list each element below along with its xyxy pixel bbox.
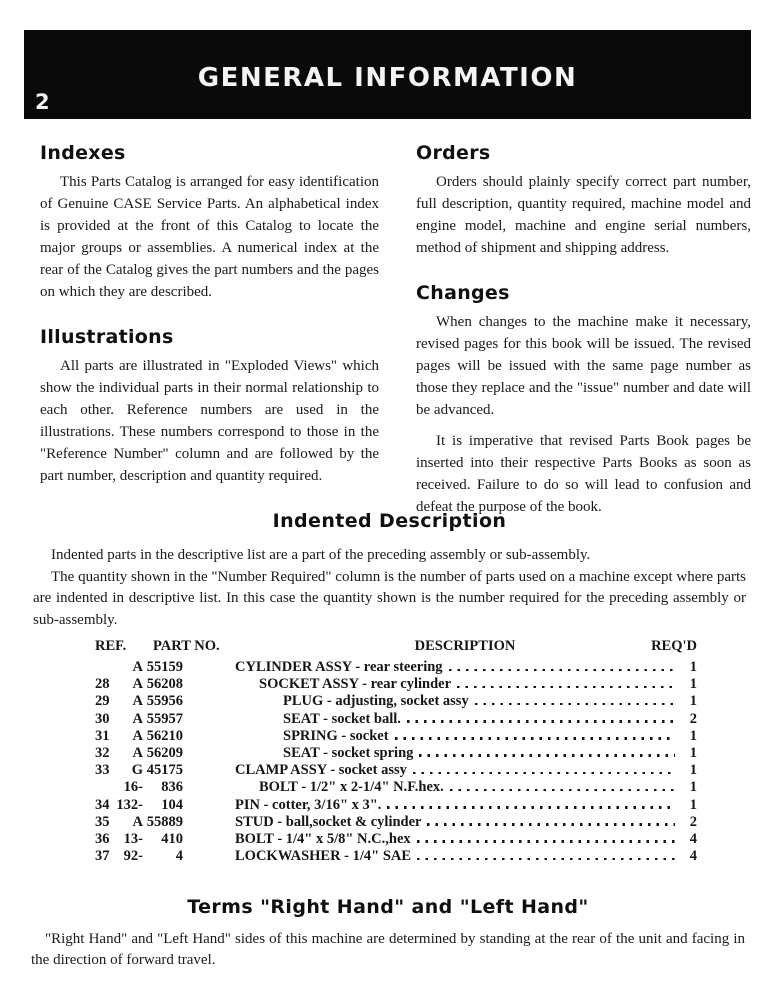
part-prefix: A (132, 727, 143, 744)
part-ref: 33 (95, 762, 110, 779)
part-prefix: A (132, 693, 143, 710)
part-number: 410 (161, 830, 183, 847)
part-prefix: G (131, 762, 143, 779)
heading-terms: Terms "Right Hand" and "Left Hand" (187, 896, 589, 918)
column-header-description: DESCRIPTION (414, 638, 516, 654)
paragraph-terms: "Right Hand" and "Left Hand" sides of this machine are determined by standing at the rear of the unit and facing in the direction of forward travel. (31, 931, 745, 968)
heading-orders: Orders (416, 142, 491, 164)
page-title: GENERAL INFORMATION (197, 63, 578, 93)
part-number: 55159 (146, 659, 183, 675)
section-indented-description (33, 510, 746, 631)
dot-leader (419, 754, 675, 757)
table-row (95, 745, 697, 762)
column-header-ref: REF. (95, 638, 127, 654)
heading-indented-description: Indented Description (272, 510, 507, 532)
part-prefix: A (132, 676, 143, 693)
part-reqd: 1 (689, 659, 697, 675)
part-number: 56210 (146, 727, 183, 744)
part-reqd: 1 (689, 693, 697, 710)
part-reqd: 1 (689, 744, 697, 761)
dot-leader (449, 669, 675, 672)
table-row (95, 659, 697, 676)
paragraph-illustrations: All parts are illustrated in "Exploded Views" which show the individual parts in their normal relationship to each other. Reference numbers are used in the illustrations. These numbers correspond to those in the "Reference Number" column and are followed by the part number, description and quantity required. (40, 358, 379, 484)
table-row (95, 711, 697, 728)
paragraph-orders: Orders should plainly specify correct part number, full description, quantity required, machine model and engine model, machine and engine serial numbers, method of shipment and shipping address. (416, 174, 751, 256)
part-number: 104 (161, 796, 183, 813)
part-prefix: 92- (123, 848, 143, 865)
dot-leader (450, 789, 675, 792)
part-description: SEAT - socket spring (283, 744, 414, 761)
parts-table-header (95, 638, 697, 658)
part-reqd: 2 (689, 813, 697, 830)
part-prefix: A (132, 659, 143, 675)
part-number: 55956 (146, 693, 183, 710)
part-prefix: A (132, 744, 143, 761)
table-row (95, 693, 697, 710)
dot-leader (457, 686, 675, 689)
part-description: PIN - cotter, 3/16" x 3". (235, 796, 382, 813)
part-description: BOLT - 1/4" x 5/8" N.C.,hex (235, 830, 411, 847)
part-reqd: 4 (689, 848, 697, 865)
part-ref: 29 (95, 693, 110, 710)
paragraph-indexes: This Parts Catalog is arranged for easy identification of Genuine CASE Service Parts. An alphabetical index is provided at the front of this Catalog to locate the major groups or assemblies. A numerical index at the rear of the Catalog gives the part numbers and the pages on which they are described. (40, 174, 379, 300)
table-row (95, 676, 697, 693)
header-bar (24, 30, 751, 119)
part-number: 55957 (146, 710, 183, 727)
paragraph-indented-description-2: The quantity shown in the "Number Required" column is the number of parts used on a machine except where parts are indented in descriptive list. In this case the quantity shown is the number required for the preceding assembly or sub-assembly. (33, 568, 746, 628)
part-ref: 32 (95, 744, 110, 761)
part-prefix: 16- (123, 779, 143, 796)
part-ref: 34 (95, 796, 110, 813)
part-number: 45175 (146, 762, 183, 779)
section-orders (416, 142, 751, 259)
part-prefix: A (132, 813, 143, 830)
part-ref: 35 (95, 813, 110, 830)
part-prefix: A (132, 710, 143, 727)
table-row (95, 814, 697, 831)
body-columns (40, 142, 751, 541)
part-description: CLAMP ASSY - socket assy (235, 762, 407, 779)
part-number: 55889 (146, 813, 183, 830)
part-reqd: 1 (689, 727, 697, 744)
column-header-reqd: REQ'D (651, 638, 697, 654)
part-ref: 31 (95, 727, 110, 744)
part-reqd: 1 (689, 796, 697, 813)
part-reqd: 1 (689, 779, 697, 796)
table-row (95, 831, 697, 848)
paragraph-changes-1: When changes to the machine make it necessary, revised pages for this book will be issued. The revised pages will be issued with the same page number as those they replace and the "issue" number and date will be advanced. (416, 314, 751, 418)
part-ref: 37 (95, 848, 110, 865)
part-reqd: 1 (689, 676, 697, 693)
dot-leader (413, 772, 675, 775)
section-terms (31, 896, 745, 971)
dot-leader (417, 858, 675, 861)
dot-leader (475, 703, 675, 706)
part-ref: 30 (95, 710, 110, 727)
part-description: PLUG - adjusting, socket assy (283, 693, 469, 710)
part-description: LOCKWASHER - 1/4" SAE (235, 848, 412, 865)
paragraph-changes-2: It is imperative that revised Parts Book pages be inserted into their respective Parts Books as soon as received. Failure to do so will lead to confusion and defeat the purpose of the book. (416, 433, 751, 515)
parts-table-rows (95, 659, 697, 865)
part-number: 56208 (146, 676, 183, 693)
part-description: SEAT - socket ball. (283, 710, 401, 727)
part-reqd: 1 (689, 762, 697, 779)
parts-table (95, 638, 697, 865)
dot-leader (407, 720, 675, 723)
part-prefix: 13- (123, 830, 143, 847)
table-row (95, 848, 697, 865)
part-number: 56209 (146, 744, 183, 761)
dot-leader (427, 823, 675, 826)
page-number: 2 (35, 90, 50, 114)
table-row (95, 728, 697, 745)
left-column (40, 142, 379, 541)
section-changes (416, 282, 751, 518)
heading-indexes: Indexes (40, 142, 126, 164)
part-reqd: 2 (689, 710, 697, 727)
section-indexes (40, 142, 379, 303)
part-reqd: 4 (689, 830, 697, 847)
section-illustrations (40, 326, 379, 487)
part-ref: 28 (95, 676, 110, 693)
dot-leader (395, 737, 675, 740)
table-row (95, 797, 697, 814)
heading-changes: Changes (416, 282, 510, 304)
table-row (95, 762, 697, 779)
part-description: STUD - ball,socket & cylinder (235, 813, 422, 830)
part-description: CYLINDER ASSY - rear steering (235, 659, 443, 675)
part-prefix: 132- (116, 796, 143, 813)
part-number: 4 (175, 848, 183, 865)
part-ref: 36 (95, 830, 110, 847)
dot-leader (417, 840, 675, 843)
table-row (95, 779, 697, 796)
part-description: SPRING - socket (283, 727, 389, 744)
part-description: SOCKET ASSY - rear cylinder (259, 676, 452, 693)
part-number: 836 (161, 779, 183, 796)
part-description: BOLT - 1/2" x 2-1/4" N.F.hex. (259, 779, 444, 796)
dot-leader (387, 806, 675, 809)
paragraph-indented-description-1: Indented parts in the descriptive list are a part of the preceding assembly or sub-assembly. (51, 547, 591, 563)
right-column (416, 142, 751, 541)
column-header-part-no: PART NO. (153, 638, 220, 654)
heading-illustrations: Illustrations (40, 326, 174, 348)
